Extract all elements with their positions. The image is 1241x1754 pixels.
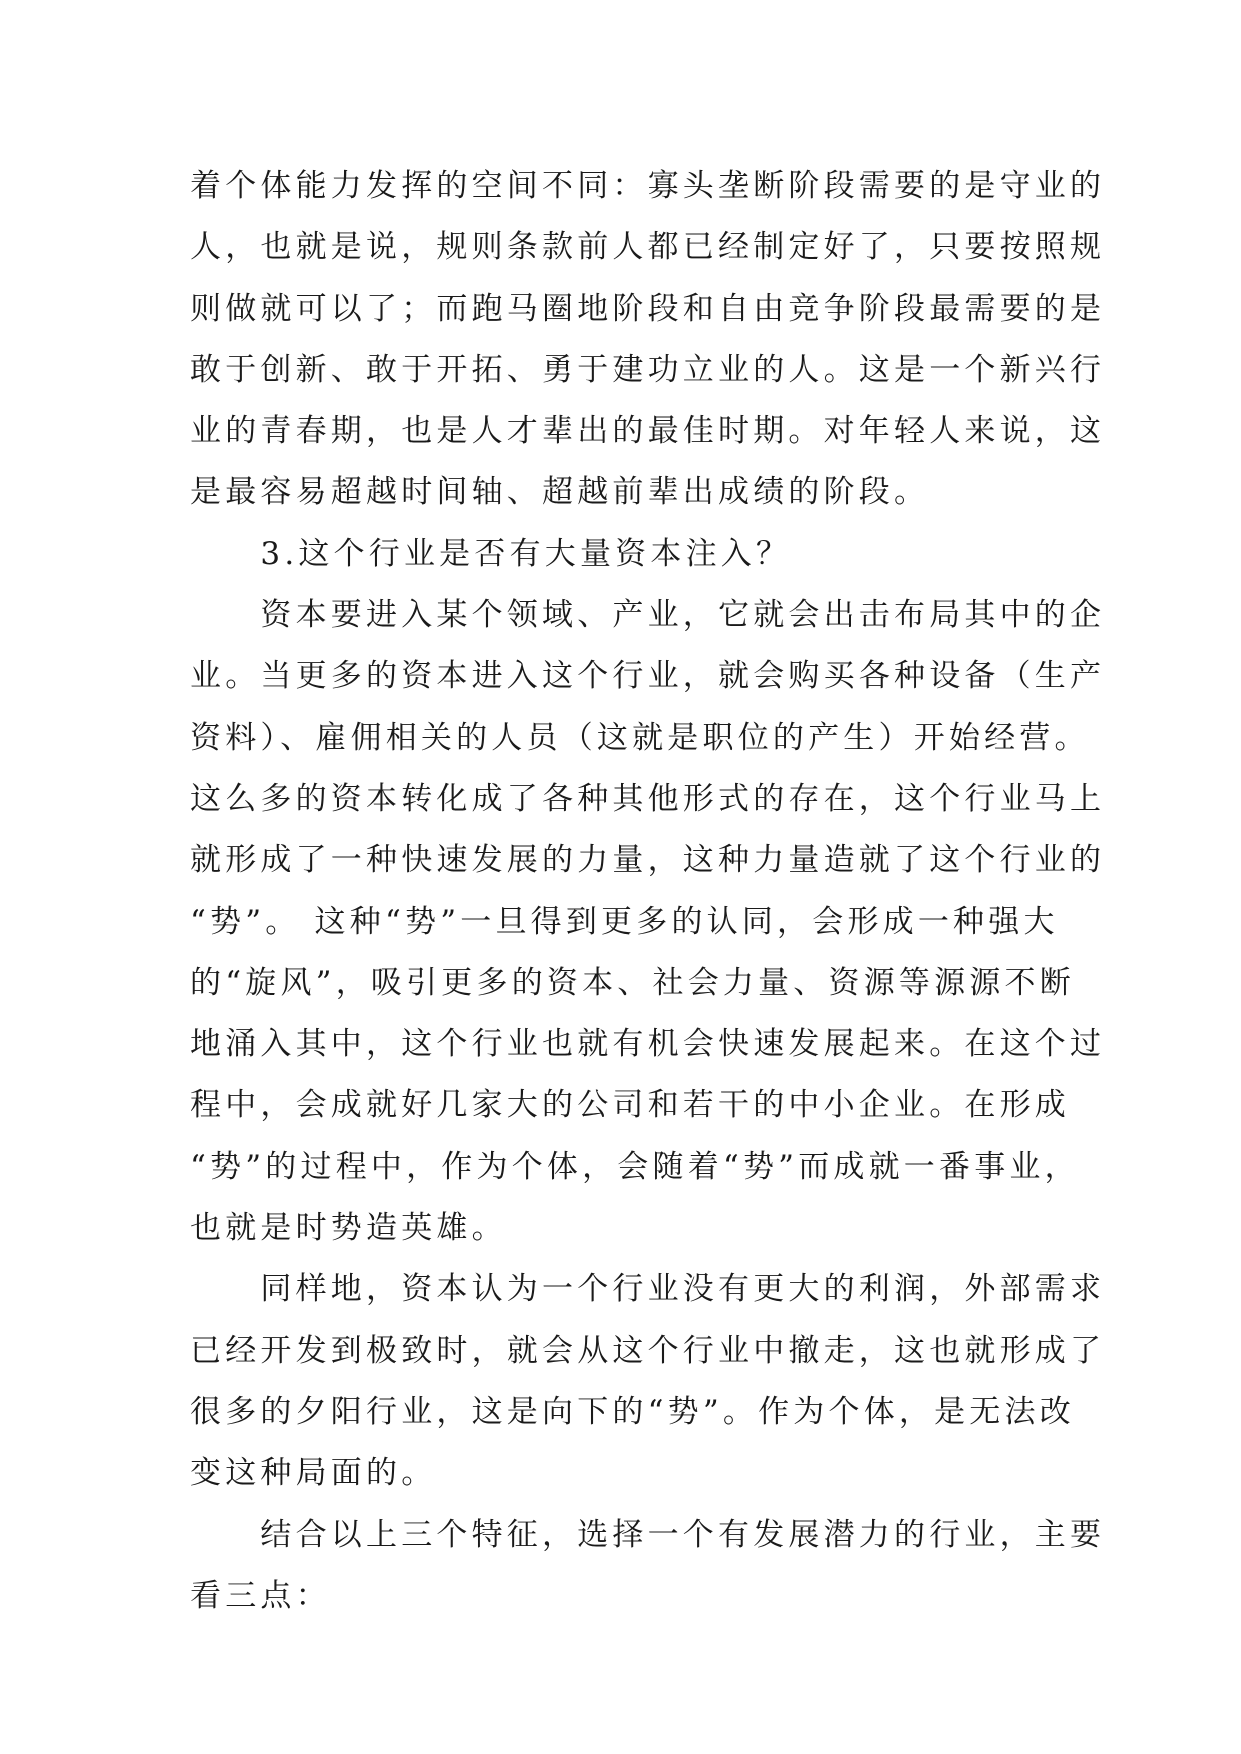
text-line: 资料）、雇佣相关的人员（这就是职位的产生）开始经营。 [190, 719, 1090, 756]
text-line: 敢于创新、敢于开拓、勇于建功立业的人。这是一个新兴行 [190, 351, 1106, 388]
text-line: 同样地，资本认为一个行业没有更大的利润，外部需求 [190, 1271, 1106, 1308]
text-line: 地涌入其中，这个行业也就有机会快速发展起来。在这个过 [190, 1026, 1106, 1063]
section-heading: 3.这个行业是否有大量资本注入？ [190, 535, 792, 572]
body-text [190, 156, 1106, 1627]
text-line: 已经开发到极致时，就会从这个行业中撤走，这也就形成了 [190, 1332, 1106, 1369]
text-line: 资本要进入某个领域、产业，它就会出击布局其中的企 [190, 597, 1106, 634]
text-line: 就形成了一种快速发展的力量，这种力量造就了这个行业的 [190, 842, 1106, 879]
text-line: 这么多的资本转化成了各种其他形式的存在，这个行业马上 [190, 780, 1106, 817]
text-line: 着个体能力发挥的空间不同：寡头垄断阶段需要的是守业的 [190, 168, 1106, 204]
text-line: 是最容易超越时间轴、超越前辈出成绩的阶段。 [190, 474, 930, 511]
text-line: “势”的过程中，作为个体，会随着“势”而成就一番事业， [190, 1148, 1080, 1185]
text-line: 则做就可以了；而跑马圈地阶段和自由竞争阶段最需要的是 [190, 290, 1106, 327]
text-line: 人，也就是说，规则条款前人都已经制定好了，只要按照规 [190, 229, 1106, 266]
text-line: 很多的夕阳行业，这是向下的“势”。作为个体，是无法改 [190, 1393, 1075, 1430]
text-line: 也就是时势造英雄。 [190, 1210, 507, 1247]
text-line: 看三点： [190, 1577, 331, 1614]
text-line: 的“旋风”，吸引更多的资本、社会力量、资源等源源不断 [190, 964, 1075, 1001]
text-line: “势”。 这种“势”一旦得到更多的认同，会形成一种强大 [190, 903, 1059, 940]
text-line: 业。当更多的资本进入这个行业，就会购买各种设备（生产 [190, 658, 1106, 695]
text-line: 变这种局面的。 [190, 1455, 437, 1492]
text-line: 业的青春期，也是人才辈出的最佳时期。对年轻人来说，这 [190, 413, 1106, 450]
text-line: 程中，会成就好几家大的公司和若干的中小企业。在形成 [190, 1087, 1070, 1124]
text-line: 结合以上三个特征，选择一个有发展潜力的行业，主要 [190, 1516, 1106, 1553]
